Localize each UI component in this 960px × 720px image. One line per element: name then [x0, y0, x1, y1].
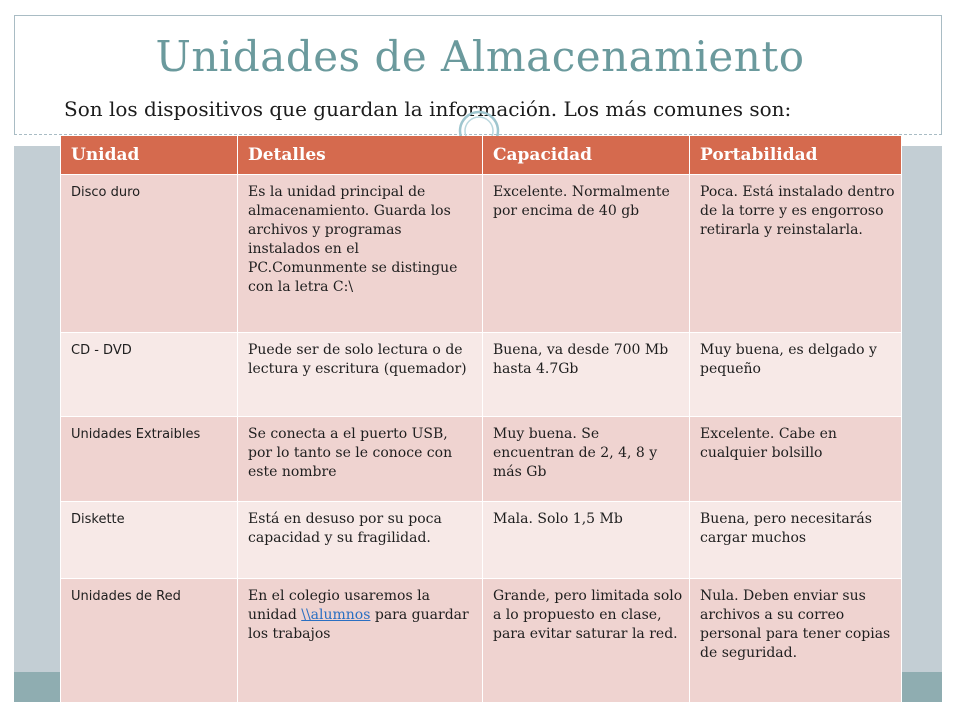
cell-detalles: Se conecta a el puerto USB, por lo tanto se le conoce con este nombre [238, 417, 483, 502]
slide-title: Unidades de Almacenamiento [155, 32, 805, 81]
cell-portabilidad: Buena, pero necesitarás cargar muchos [690, 502, 902, 579]
header-detalles: Detalles [238, 136, 483, 175]
storage-units-table [60, 136, 902, 703]
cell-unidad: Disco duro [61, 175, 238, 333]
table-row [61, 417, 902, 502]
cell-detalles: Está en desuso por su poca capacidad y su fragilidad. [238, 502, 483, 579]
cell-capacidad: Buena, va desde 700 Mb hasta 4.7Gb [483, 333, 690, 417]
header-unidad: Unidad [61, 136, 238, 175]
table-row [61, 175, 902, 333]
cell-detalles [238, 579, 483, 703]
cell-unidad: Diskette [61, 502, 238, 579]
cell-unidad: Unidades Extraibles [61, 417, 238, 502]
cell-portabilidad: Nula. Deben enviar sus archivos a su correo personal para tener copias de seguridad. [690, 579, 902, 703]
table-row [61, 579, 902, 703]
alumnos-share-link[interactable]: \\alumnos [301, 607, 371, 623]
table-row [61, 502, 902, 579]
cell-portabilidad: Poca. Está instalado dentro de la torre y es engorroso retirarla y reinstalarla. [690, 175, 902, 333]
cell-unidad: Unidades de Red [61, 579, 238, 703]
cell-capacidad: Muy buena. Se encuentran de 2, 4, 8 y más Gb [483, 417, 690, 502]
header-portabilidad: Portabilidad [690, 136, 902, 175]
cell-detalles: Es la unidad principal de almacenamiento. Guarda los archivos y programas instalados en el PC.Comunmente se distingue con la letra C:\ [238, 175, 483, 333]
slide-subtitle: Son los dispositivos que guardan la información. Los más comunes son: [64, 97, 792, 121]
header-capacidad: Capacidad [483, 136, 690, 175]
table-header-row [61, 136, 902, 175]
cell-portabilidad: Muy buena, es delgado y pequeño [690, 333, 902, 417]
cell-portabilidad: Excelente. Cabe en cualquier bolsillo [690, 417, 902, 502]
cell-detalles-text-before: En el colegio usaremos la unidad [248, 588, 430, 623]
cell-detalles: Puede ser de solo lectura o de lectura y escritura (quemador) [238, 333, 483, 417]
cell-capacidad: Mala. Solo 1,5 Mb [483, 502, 690, 579]
cell-unidad: CD - DVD [61, 333, 238, 417]
cell-capacidad: Grande, pero limitada solo a lo propuesto en clase, para evitar saturar la red. [483, 579, 690, 703]
table-row [61, 333, 902, 417]
cell-detalles-text-after: para guardar los trabajos [248, 607, 469, 642]
cell-capacidad: Excelente. Normalmente por encima de 40 gb [483, 175, 690, 333]
